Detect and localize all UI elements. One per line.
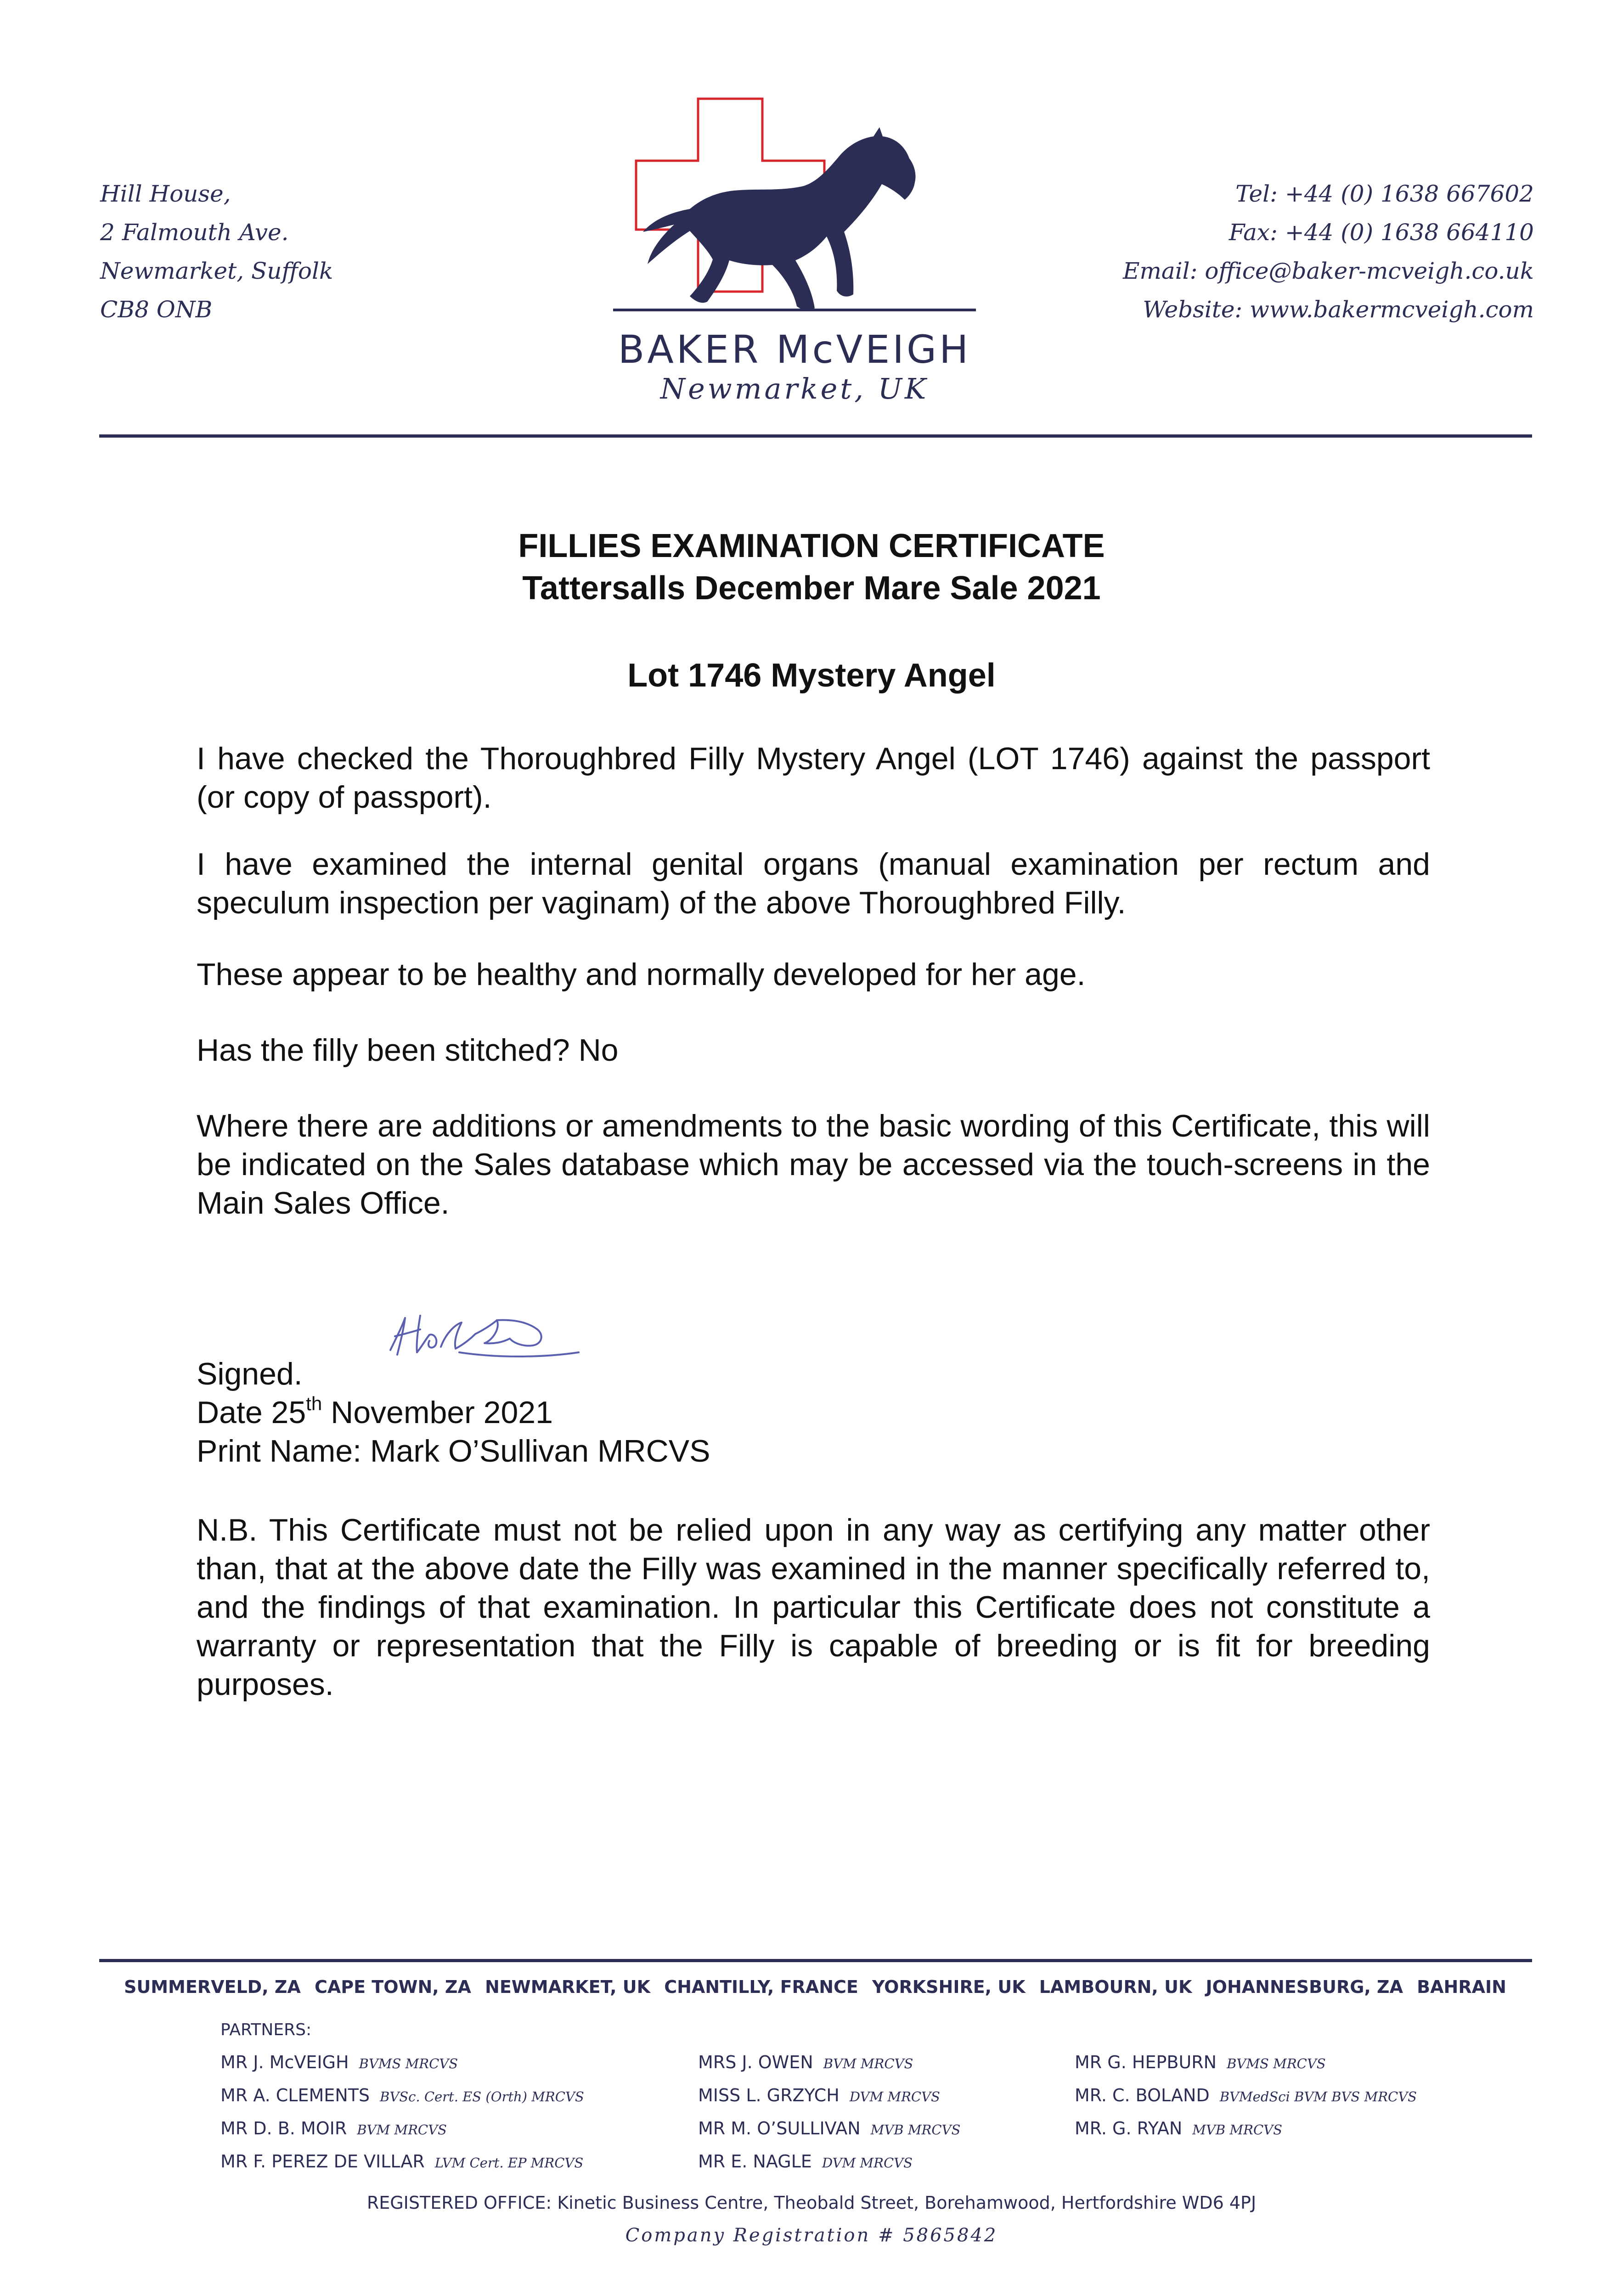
- certificate-subtitle: Tattersalls December Mare Sale 2021: [522, 570, 1101, 607]
- fax-line: Fax: +44 (0) 1638 664110: [1229, 219, 1534, 246]
- partner-qualifications: LVM Cert. EP MRCVS: [434, 2155, 584, 2171]
- lot-heading: Lot 1746 Mystery Angel: [627, 657, 996, 694]
- partners-column-2: [698, 2046, 960, 2178]
- paragraph-examination: I have examined the internal genital organs (manual examination per rectum and speculum inspection per vaginam) of the above Thoroughbred Filly.: [197, 847, 1430, 920]
- certificate-title: FILLIES EXAMINATION CERTIFICATE: [518, 528, 1105, 564]
- office-locations: [124, 1977, 1506, 1997]
- partner-qualifications: BVM MRCVS: [823, 2056, 913, 2071]
- handwritten-signature-icon: [377, 1306, 588, 1366]
- brand-location: Newmarket, UK: [660, 372, 929, 405]
- partner-entry: [698, 2079, 960, 2112]
- address-line: 2 Falmouth Ave.: [100, 219, 289, 246]
- partner-qualifications: BVMS MRCVS: [1227, 2056, 1326, 2071]
- signed-label: Signed.: [197, 1356, 303, 1391]
- header-divider: [99, 434, 1532, 438]
- partner-name: MR. C. BOLAND: [1075, 2085, 1210, 2105]
- partner-entry: [220, 2046, 584, 2079]
- partner-entry: [220, 2112, 584, 2145]
- partner-entry: [698, 2046, 960, 2079]
- partner-name: MR E. NAGLE: [698, 2151, 812, 2172]
- location-item: BAHRAIN: [1417, 1977, 1506, 1997]
- location-item: CHANTILLY, FRANCE: [664, 1977, 858, 1997]
- partner-name: MR J. McVEIGH: [220, 2052, 349, 2072]
- partners-column-3: [1075, 2046, 1417, 2145]
- footer-divider: [99, 1959, 1532, 1962]
- partner-name: MR M. O’SULLIVAN: [698, 2118, 861, 2138]
- location-item: NEWMARKET, UK: [485, 1977, 651, 1997]
- partner-name: MR. G. RYAN: [1075, 2118, 1183, 2138]
- partner-name: MR F. PEREZ DE VILLAR: [220, 2151, 425, 2172]
- address-line: CB8 ONB: [100, 296, 213, 323]
- partner-qualifications: MVB MRCVS: [1192, 2122, 1282, 2138]
- partner-entry: [1075, 2112, 1417, 2145]
- paragraph-stitched: Has the filly been stitched? No: [197, 1033, 619, 1068]
- partner-name: MR A. CLEMENTS: [220, 2085, 370, 2105]
- location-item: CAPE TOWN, ZA: [314, 1977, 471, 1997]
- partner-name: MRS J. OWEN: [698, 2052, 813, 2072]
- address-line: Hill House,: [100, 180, 231, 207]
- partners-label: PARTNERS:: [220, 2020, 312, 2039]
- contact-block: [1056, 174, 1534, 329]
- date-line: [197, 1393, 553, 1432]
- partner-name: MR D. B. MOIR: [220, 2118, 347, 2138]
- partner-qualifications: DVM MRCVS: [849, 2089, 940, 2105]
- partner-name: MR G. HEPBURN: [1075, 2052, 1217, 2072]
- partners-column-1: [220, 2046, 584, 2178]
- paragraph-findings: These appear to be healthy and normally developed for her age.: [197, 957, 1086, 992]
- partner-entry: [1075, 2079, 1417, 2112]
- date-rest: November 2021: [322, 1395, 553, 1430]
- partner-qualifications: DVM MRCVS: [822, 2155, 913, 2171]
- print-name: Print Name: Mark O’Sullivan MRCVS: [197, 1434, 710, 1469]
- company-registration: Company Registration # 5865842: [625, 2225, 998, 2246]
- partner-qualifications: BVSc. Cert. ES (Orth) MRCVS: [380, 2089, 584, 2105]
- partner-entry: [220, 2145, 584, 2178]
- location-item: LAMBOURN, UK: [1039, 1977, 1192, 1997]
- brand-name: BAKER McVEIGH: [618, 327, 971, 372]
- partner-qualifications: BVM MRCVS: [357, 2122, 447, 2138]
- partner-qualifications: BVMedSci BVM BVS MRCVS: [1219, 2089, 1417, 2105]
- address-line: Newmarket, Suffolk: [100, 258, 333, 284]
- partner-entry: [1075, 2046, 1417, 2079]
- website-line: Website: www.bakermcveigh.com: [1143, 296, 1534, 323]
- partner-name: MISS L. GRZYCH: [698, 2085, 840, 2105]
- partner-entry: [698, 2112, 960, 2145]
- location-item: SUMMERVELD, ZA: [124, 1977, 301, 1997]
- date-ordinal: th: [306, 1393, 322, 1414]
- location-item: JOHANNESBURG, ZA: [1206, 1977, 1403, 1997]
- phone-line: Tel: +44 (0) 1638 667602: [1235, 180, 1534, 207]
- partner-entry: [220, 2079, 584, 2112]
- email-line: Email: office@baker-mcveigh.co.uk: [1122, 258, 1534, 284]
- address-block: [100, 174, 513, 329]
- date-prefix: Date 25: [197, 1395, 306, 1430]
- registered-office: REGISTERED OFFICE: Kinetic Business Centre, Theobald Street, Borehamwood, Hertfordshire WD6 4PJ: [366, 2193, 1257, 2213]
- partner-qualifications: MVB MRCVS: [870, 2122, 961, 2138]
- disclaimer-note: N.B. This Certificate must not be relied upon in any way as certifying any matter other than, that at the above date the Filly was examined in the manner specifically referred to, and the findings of that examination. In particular this Certificate does not constitute a warranty or representation that the Filly is capable of breeding or is fit for breeding purposes.: [197, 1513, 1430, 1702]
- location-item: YORKSHIRE, UK: [872, 1977, 1026, 1997]
- paragraph-amendments: Where there are additions or amendments to the basic wording of this Certificate, this will be indicated on the Sales database which may be accessed via the touch-screens in the Main Sales Office.: [197, 1109, 1430, 1221]
- partner-qualifications: BVMS MRCVS: [359, 2056, 458, 2071]
- partner-entry: [698, 2145, 960, 2178]
- paragraph-passport-check: I have checked the Thoroughbred Filly Mystery Angel (LOT 1746) against the passport (or copy of passport).: [197, 741, 1430, 815]
